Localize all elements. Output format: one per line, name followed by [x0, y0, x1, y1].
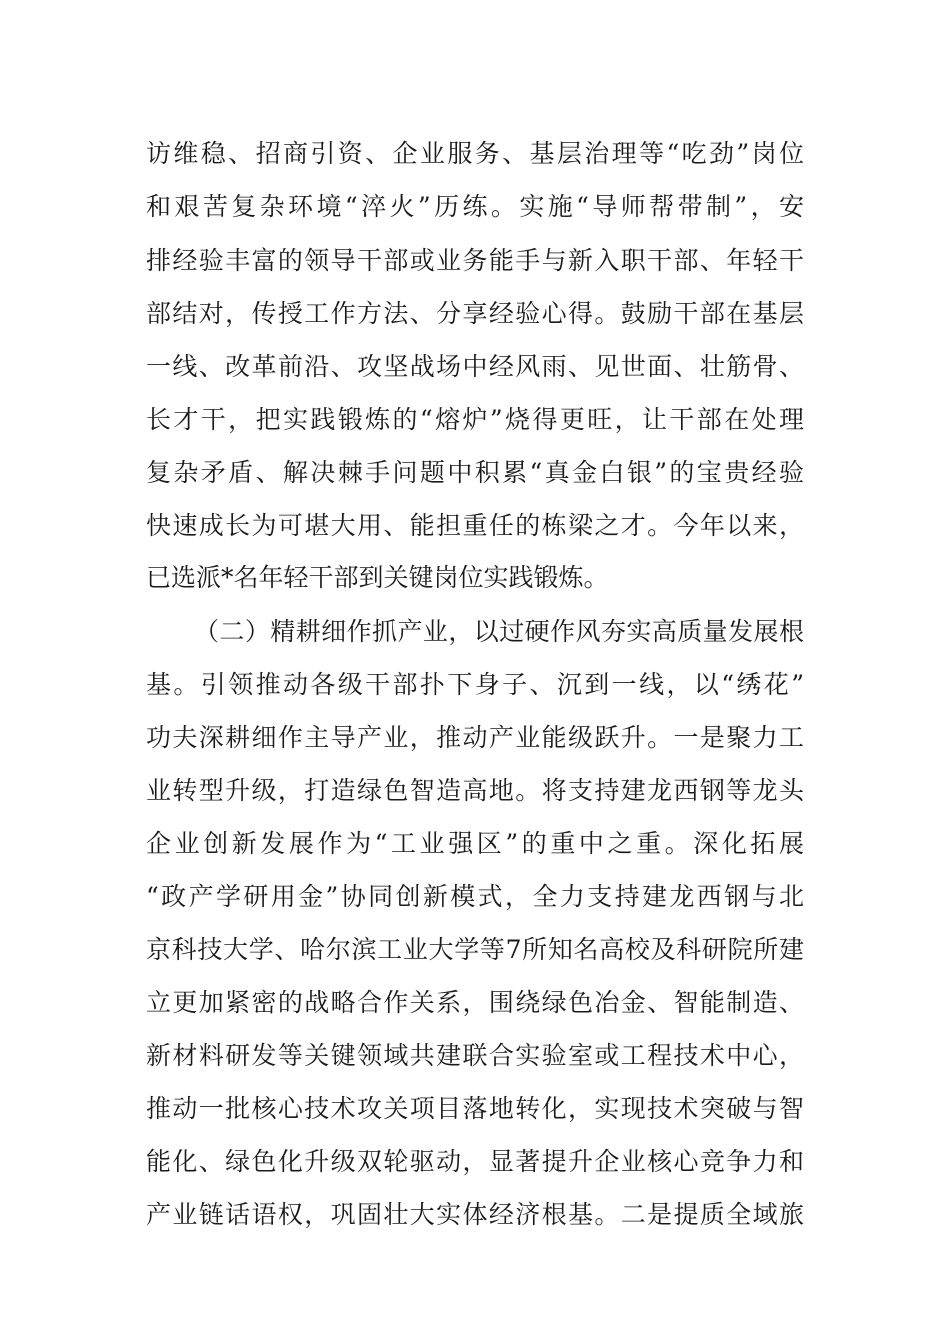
text-line-7: 复杂矛盾、解决棘手问题中积累“真金白银”的宝贵经验 [146, 458, 804, 487]
text-line-10: （二）精耕细作抓产业，以过硬作风夯实高质量发展根 [194, 617, 804, 646]
text-line-9: 已选派*名年轻干部到关键岗位实践锻炼。 [146, 563, 609, 592]
text-line-20: 能化、绿色化升级双轮驱动，显著提升企业核心竞争力和 [146, 1147, 804, 1176]
text-line-16: 京科技大学、哈尔滨工业大学等7所知名高校及科研院所建 [146, 935, 804, 964]
text-line-3: 排经验丰富的领导干部或业务能手与新入职干部、年轻干 [146, 246, 804, 275]
text-line-2: 和艰苦复杂环境“淬火”历练。实施“导师帮带制”，安 [146, 192, 804, 221]
text-line-21: 产业链话语权，巩固壮大实体经济根基。二是提质全域旅 [146, 1200, 804, 1229]
text-line-12: 功夫深耕细作主导产业，推动产业能级跃升。一是聚力工 [146, 723, 804, 752]
text-line-14: 企业创新发展作为“工业强区”的重中之重。深化拓展 [146, 829, 804, 858]
text-line-19: 推动一批核心技术攻关项目落地转化，实现技术突破与智 [146, 1094, 804, 1123]
text-line-4: 部结对，传授工作方法、分享经验心得。鼓励干部在基层 [146, 299, 804, 328]
text-line-5: 一线、改革前沿、攻坚战场中经风雨、见世面、壮筋骨、 [146, 352, 804, 381]
text-line-17: 立更加紧密的战略合作关系，围绕绿色冶金、智能制造、 [146, 988, 804, 1017]
text-line-13: 业转型升级，打造绿色智造高地。将支持建龙西钢等龙头 [146, 776, 804, 805]
text-line-1: 访维稳、招商引资、企业服务、基层治理等“吃劲”岗位 [146, 139, 804, 168]
text-line-8: 快速成长为可堪大用、能担重任的栋梁之才。今年以来， [146, 511, 804, 540]
text-line-18: 新材料研发等关键领域共建联合实验室或工程技术中心， [146, 1041, 804, 1070]
text-line-11: 基。引领推动各级干部扑下身子、沉到一线，以“绣花” [146, 670, 804, 699]
text-line-6: 长才干，把实践锻炼的“熔炉”烧得更旺，让干部在处理 [146, 405, 804, 434]
text-line-15: “政产学研用金”协同创新模式，全力支持建龙西钢与北 [146, 882, 804, 911]
